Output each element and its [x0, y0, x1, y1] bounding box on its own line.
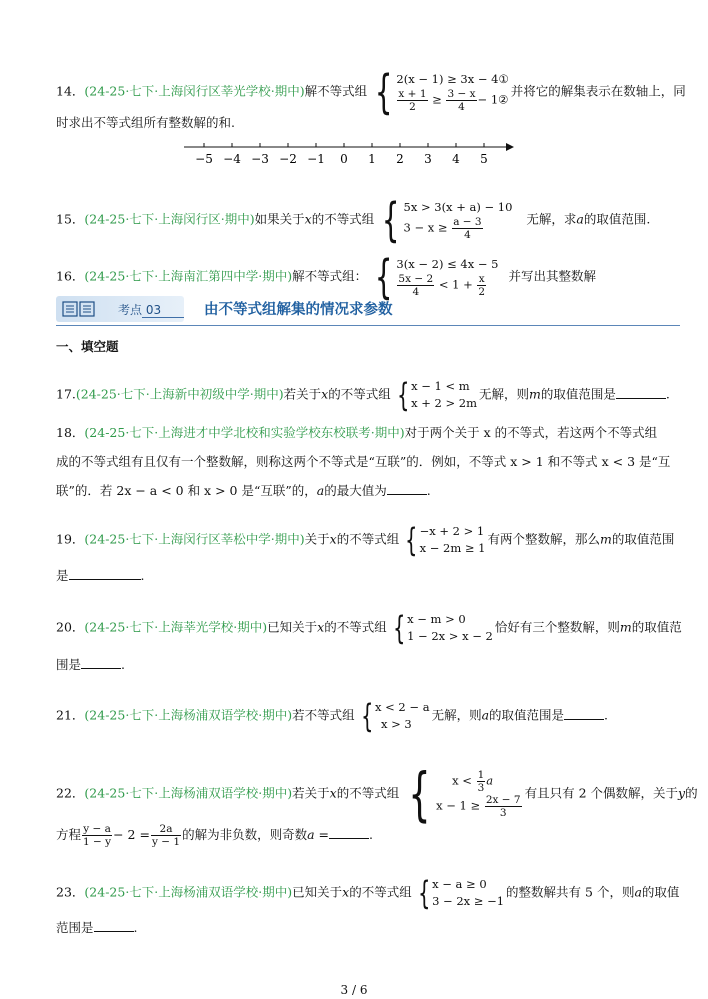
q15-source: (24-25·七下·上海闵行区·期中) — [84, 211, 255, 227]
q20-eq1: x − m > 0 — [407, 612, 466, 626]
q16-eq2: $\frac{5x - 2}{4}$ < 1 + $\frac{x}{2}$ — [398, 273, 486, 298]
q21-source: (24-25·七下·上海杨浦双语学校·期中) — [84, 707, 293, 723]
q15-brace: { — [382, 193, 400, 247]
q21-line: 21．(24-25·七下·上海杨浦双语学校·期中)若不等式组 { x < 2 − a x > 3 无解，则a的取值范围是 . — [56, 697, 609, 735]
q22-line2: 方程 $\frac{y - a}{1 - y}$ − 2 = $\frac{2a}{y - 1}$ 的解为非负数，则奇数a = . — [56, 823, 373, 848]
number-line — [180, 138, 520, 170]
number-line-label: 4 — [452, 152, 460, 166]
q23-eq2: 3 − 2x ≥ −1 — [432, 894, 505, 908]
q14-text-b: 并将它的解集表示在数轴上，同 — [510, 83, 686, 99]
q17-system — [393, 378, 477, 412]
number-line-ticks — [195, 143, 488, 166]
q22-fraction-2: $\frac{2a}{y - 1}$ — [151, 823, 181, 848]
page-number: 3 / 6 — [340, 983, 368, 997]
q20-number: 20． — [56, 619, 85, 635]
q17-answer-blank[interactable] — [616, 386, 666, 399]
q22-fraction-1: $\frac{y - a}{1 - y}$ — [83, 823, 112, 848]
q14-brace: { — [374, 65, 393, 119]
q19-source: (24-25·七下·上海闵行区莘松中学·期中) — [84, 531, 305, 547]
q23-number: 23． — [56, 884, 85, 900]
q19-eq2: x − 2m ≥ 1 — [419, 541, 486, 555]
q19-answer-blank[interactable] — [69, 567, 141, 580]
q22-brace: { — [408, 760, 431, 828]
number-line-label: 3 — [424, 152, 432, 166]
section-rule — [56, 325, 680, 326]
q19-system — [401, 523, 485, 557]
q15-line: 15．(24-25·七下·上海闵行区·期中)如果关于x的不等式组 { 5x > 3(x + a) − 10 3 − x ≥ $\frac{a - 3}{4}$ 无解，求a的取值范围. — [56, 193, 651, 247]
q22-source: (24-25·七下·上海杨浦双语学校·期中) — [84, 785, 293, 801]
q23-brace: { — [417, 874, 431, 912]
section-title: 由不等式组解集的情况求参数 — [204, 302, 393, 318]
q14-text-c: 时求出不等式组所有整数解的和. — [56, 115, 235, 130]
q15-system — [376, 193, 513, 247]
q18-answer-blank[interactable] — [387, 482, 427, 495]
q22-eq1: x < $\frac{1}{3}$ a — [452, 769, 494, 794]
q23-line1: 23．(24-25·七下·上海杨浦双语学校·期中)已知关于x的不等式组 { x − a ≥ 0 3 − 2x ≥ −1 的整数解共有 5 个，则a的取值 — [56, 874, 680, 912]
q18-source: (24-25·七下·上海进才中学北校和实验学校东校联考·期中) — [84, 425, 405, 440]
subheading: 一、填空题 — [56, 339, 119, 354]
q19-eq1: −x + 2 > 1 — [419, 524, 485, 538]
q16-number: 16． — [56, 268, 85, 284]
q17-source: (24-25·七下·上海新中初级中学·期中) — [75, 386, 284, 402]
q14-eq1: 2(x − 1) ≥ 3x − 4① — [396, 72, 509, 86]
q21-number: 21． — [56, 707, 85, 723]
q17-eq1: x − 1 < m — [411, 379, 470, 393]
q21-eq2: x > 3 — [381, 717, 412, 731]
q14-line1 — [56, 65, 686, 119]
q16-line: 16．(24-25·七下·上海南汇第四中学·期中)解不等式组： { 3(x − 2) ≤ 4x − 5 $\frac{5x - 2}{4}$ < 1 + $\frac{x}{2}$ 并写出其整数解 — [56, 250, 596, 304]
section-tag-label: 考点 03 — [118, 303, 162, 317]
number-line-label: 5 — [480, 152, 488, 166]
q20-system — [389, 611, 493, 645]
number-line-label: −4 — [223, 152, 241, 166]
q22-eq2: x − 1 ≥ $\frac{2x - 7}{3}$ — [436, 794, 521, 819]
q15-number: 15． — [56, 211, 85, 227]
q17-eq2: x + 2 > 2m — [411, 396, 477, 410]
q23-source: (24-25·七下·上海杨浦双语学校·期中) — [84, 884, 293, 900]
q21-brace: { — [360, 697, 373, 735]
book-icon — [62, 301, 96, 317]
number-line-label: −1 — [307, 152, 325, 166]
q21-answer-blank[interactable] — [564, 707, 604, 720]
q14-source: (24-25·七下·上海闵行区莘光学校·期中) — [84, 83, 305, 99]
q21-eq1: x < 2 − a — [375, 700, 430, 714]
q23-system — [414, 876, 504, 910]
number-line-label: 1 — [368, 152, 376, 166]
q20-eq2: 1 − 2x > x − 2 — [407, 629, 493, 643]
q19-line1: 19．(24-25·七下·上海闵行区莘松中学·期中)关于x的不等式组 { −x + 2 > 1 x − 2m ≥ 1 有两个整数解，那么m的取值范围 — [56, 521, 675, 559]
q18-number: 18． — [56, 425, 85, 440]
section-tag — [56, 296, 184, 322]
q18-line1: 18．(24-25·七下·上海进才中学北校和实验学校东校联考·期中)对于两个关于 x 的不等式，若这两个不等式组 — [56, 425, 658, 440]
number-line-label: −2 — [279, 152, 297, 166]
q19-line2: 是 . — [56, 568, 145, 583]
q18-line2: 成的不等式组有且仅有一个整数解，则称这两个不等式是“互联”的．例如，不等式 x > 1 和不等式 x < 3 是“互 — [56, 454, 671, 469]
q20-line2: 围是 . — [56, 657, 125, 672]
q23-answer-blank[interactable] — [94, 919, 134, 932]
q17-line: 17.(24-25·七下·上海新中初级中学·期中)若关于x的不等式组 { x − 1 < m x + 2 > 2m 无解，则m的取值范围是 . — [56, 376, 670, 414]
number-line-label: 2 — [396, 152, 404, 166]
q22-line1: 22．(24-25·七下·上海杨浦双语学校·期中)若关于x的不等式组 { x < $\frac{1}{3}$ a x − 1 ≥ $\frac{2x - 7}{3}$ 有且只有 2 个偶数解，关于y的 — [56, 760, 698, 828]
q19-number: 19． — [56, 531, 85, 547]
number-line-label: −5 — [195, 152, 213, 166]
q23-eq1: x − a ≥ 0 — [432, 877, 487, 891]
q23-line2: 范围是 . — [56, 920, 138, 935]
q20-brace: { — [392, 609, 406, 647]
q22-answer-blank[interactable] — [329, 826, 369, 839]
section-header — [56, 292, 680, 326]
q14-eq2: $\frac{x + 1}{2}$ ≥ $\frac{3 - x}{4}$ − 1② — [398, 88, 509, 113]
q21-system — [357, 699, 430, 733]
q14-text-a: 解不等式组 — [304, 83, 368, 99]
q20-source: (24-25·七下·上海莘光学校·期中) — [84, 619, 268, 635]
number-line-label: 0 — [340, 152, 348, 166]
q14-system — [369, 65, 509, 119]
q22-system — [401, 760, 522, 828]
q16-source: (24-25·七下·上海南汇第四中学·期中) — [84, 268, 293, 284]
number-line-arrow-icon — [506, 143, 514, 151]
q17-number: 17. — [56, 386, 76, 402]
q16-eq1: 3(x − 2) ≤ 4x − 5 — [396, 257, 499, 271]
q15-eq2: 3 − x ≥ $\frac{a - 3}{4}$ — [403, 216, 482, 241]
q17-brace: { — [396, 376, 409, 414]
q20-answer-blank[interactable] — [81, 656, 121, 669]
q16-brace: { — [374, 250, 393, 304]
q15-eq1: 5x > 3(x + a) − 10 — [403, 200, 513, 214]
q18-line3: 联”的．若 2x − a < 0 和 x > 0 是“互联”的，a的最大值为 . — [56, 483, 431, 498]
number-line-label: −3 — [251, 152, 269, 166]
q22-number: 22． — [56, 785, 85, 801]
q19-brace: { — [405, 521, 418, 559]
section-tag-underline — [142, 317, 184, 318]
q20-line1: 20．(24-25·七下·上海莘光学校·期中)已知关于x的不等式组 { x − m > 0 1 − 2x > x − 2 恰好有三个整数解，则m的取值范 — [56, 609, 682, 647]
q14-number: 14． — [56, 83, 85, 99]
